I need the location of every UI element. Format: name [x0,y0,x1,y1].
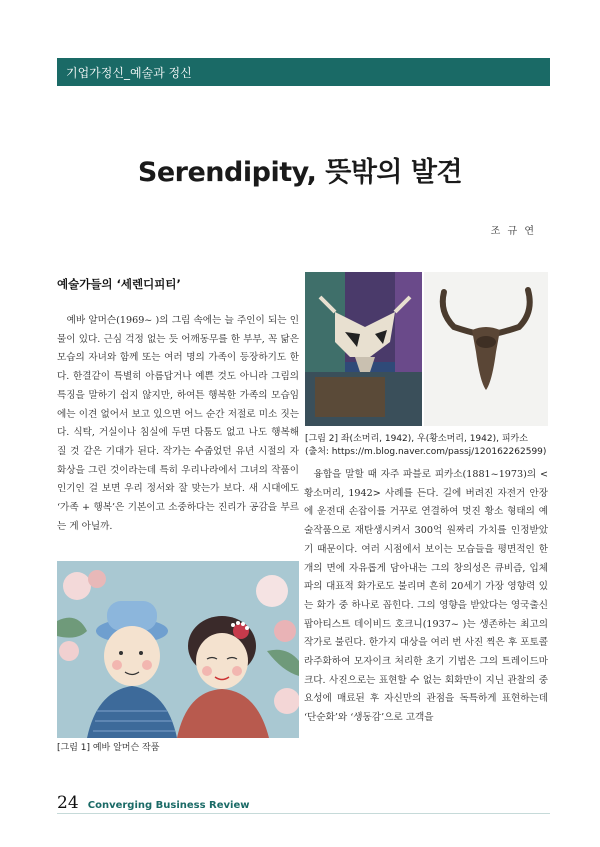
author-name: 조 규 연 [490,226,536,237]
figure-1-caption: [그림 1] 예바 알머슨 작품 [57,743,160,753]
bull-skull-painting [305,272,422,426]
couple-illustration [57,561,299,738]
figure-1-illustration [57,561,299,738]
series-header-bar [57,58,550,86]
footer-rule [57,813,550,814]
page-footer [57,793,250,813]
bull-head-sculpture [424,272,548,426]
figure-2-sculpture [424,272,548,426]
left-column-paragraph: 예바 알머슨(1969~ )의 그림 속에는 늘 주인이 되는 인물이 있다. 근심 걱정 없는 듯 어깨동무를 한 부부, 꼭 닮은 모습의 자녀와 함께 또는 여러 명의 가족이 등장하기도 한다. 한결같이 특별히 아름답거나 예쁜 것도 아니라 그림의 특징을 말하기 쉽지 않지만, 하여튼 행복한 가족의 모습임에는 이견 없어서 보고 있으면 어느 순간 저절로 미소 짓는다. 식탁, 거실이나 침실에 두면 다툼도 없고 나도 행복해질 것 같은 기대가 된다. 작가는 수줍었던 유년 시절의 자화상을 그린 것이라는데 특히 우리나라에서 그녀의 작품이 인기인 걸 보면 우리 정서와 잘 맞는가 보다. 새 시대에도 ‘가족 + 행복’은 기본이고 소중하다는 진리가 공감을 부르는 게 아닐까. [57,315,299,532]
magazine-name: Converging Business Review [87,800,250,811]
page-number: 24 [57,793,79,813]
figure-2-caption-source: (출처: https://m.blog.naver.com/passj/120162262599) [305,447,547,457]
figure-2-painting [305,272,422,426]
section-heading: 예술가들의 ‘세렌디피티’ [57,277,181,291]
article-title: Serendipity, 뜻밖의 발견 [137,157,463,188]
figure-2-caption [305,433,549,459]
right-column-paragraph: 융합을 말할 때 자주 파블로 피카소(1881~1973)의 <황소머리, 1942> 사례를 든다. 길에 버려진 자전거 안장에 운전대 손잡이를 거꾸로 연결하여 멋진 황소 형태의 예술작품으로 재탄생시켜서 300억 원짜리 가치를 인정받았기 때문이다. 여러 시점에서 보이는 모습들을 평면적인 한 개의 면에 자유롭게 담아내는 그의 창의성은 큐비즘, 입체파의 대표적 화가로도 불리며 흔히 20세기 가장 영향력 있는 화가 중 하나로 꼽힌다. 그의 영향을 받았다는 영국출신 팝아티스트 데이비드 호크니(1937~ )는 생존하는 최고의 작가로 불린다. 한가지 대상을 여러 번 사진 찍은 후 포토콜라주화하여 모자이크 처리한 초기 기법은 그의 트레이드마크다. 사진으로는 표현할 수 없는 회화만이 지닌 관찰의 중요성에 매료된 후 자신만의 관점을 독특하게 표현하는데 ‘단순화’와 ‘생동감’으로 고객을 [304,469,548,724]
series-label: 기업가정신_예술과 정신 [66,66,192,80]
figure-2-caption-line1: [그림 2] 좌(소머리, 1942), 우(황소머리, 1942), 피카소 [305,434,528,444]
